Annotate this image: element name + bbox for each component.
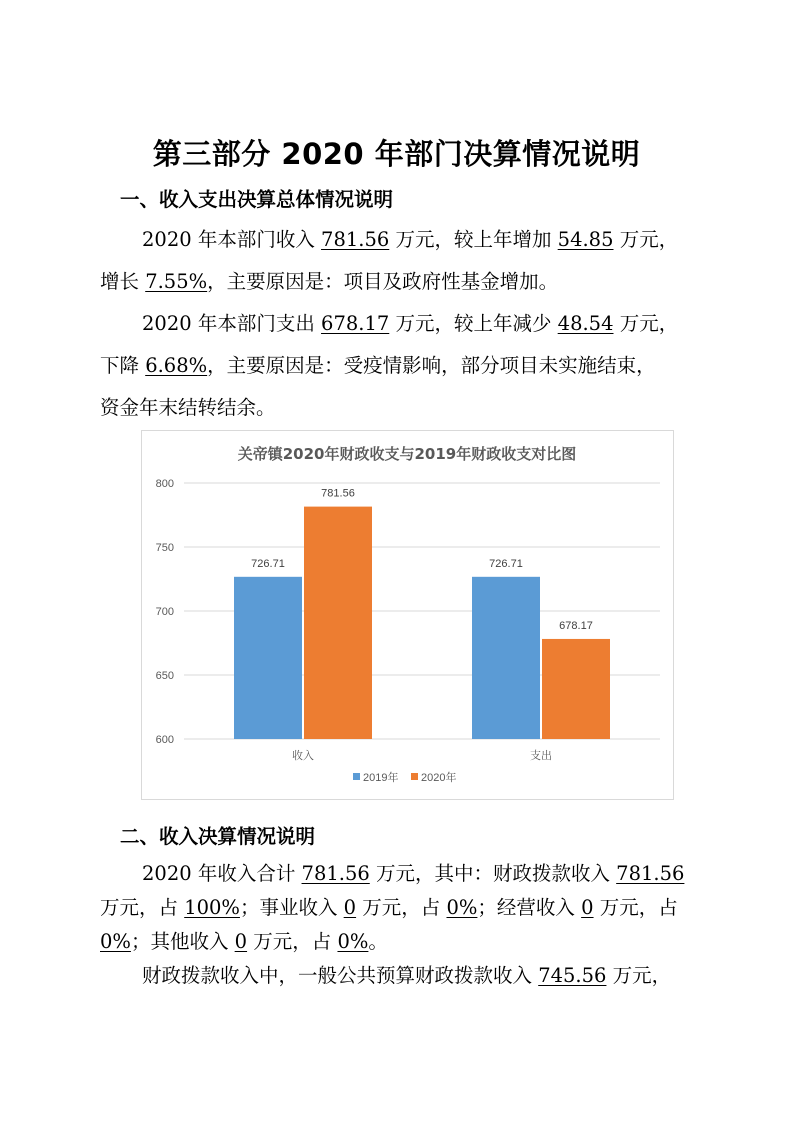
- data-label: 726.71: [251, 557, 285, 570]
- section2-heading: 二、收入决算情况说明: [120, 825, 316, 848]
- y-tick-label: 700: [155, 606, 174, 618]
- x-tick-label: 收入: [292, 750, 314, 762]
- s1p2-line1: 2020 年本部门支出 678.17 万元，较上年减少 48.54 万元，: [142, 312, 679, 335]
- bar-2019年-收入: [234, 577, 302, 739]
- data-label: 678.17: [559, 619, 593, 632]
- section1-heading: 一、收入支出决算总体情况说明: [120, 188, 394, 211]
- s2p1-line3: 0%；其他收入 0 万元，占 0%。: [100, 930, 388, 953]
- chart-svg: [142, 431, 673, 799]
- s2p1-line2: 万元，占 100%；事业收入 0 万元，占 0%；经营收入 0 万元，占: [100, 896, 678, 919]
- s1p1-line1: 2020 年本部门收入 781.56 万元，较上年增加 54.85 万元，: [142, 228, 679, 251]
- chart-legend: [353, 770, 456, 784]
- s2p1-line1: 2020 年收入合计 781.56 万元，其中：财政拨款收入 781.56: [142, 862, 685, 885]
- s1p2-line2: 下降 6.68%，主要原因是：受疫情影响，部分项目未实施结束，: [100, 354, 656, 377]
- s2p2-line1: 财政拨款收入中，一般公共预算财政拨款收入 745.56 万元，: [142, 964, 672, 987]
- y-tick-label: 750: [155, 542, 174, 554]
- chart-bars: [234, 488, 610, 739]
- y-tick-label: 600: [155, 734, 174, 746]
- s1p2-line3: 资金年末结转结余。: [100, 396, 276, 419]
- legend-swatch-2020年: [411, 773, 418, 780]
- bar-2019年-支出: [472, 577, 540, 739]
- data-label: 781.56: [321, 487, 355, 500]
- bar-2020年-收入: [304, 507, 372, 739]
- page-title: 第三部分 2020 年部门决算情况说明: [152, 137, 641, 171]
- y-tick-label: 650: [155, 670, 174, 682]
- legend-swatch-2019年: [353, 773, 360, 780]
- chart-title: 关帝镇2020年财政收支与2019年财政收支对比图: [237, 445, 577, 463]
- bar-2020年-支出: [542, 639, 610, 739]
- legend-label: 2020年: [421, 772, 457, 784]
- legend-label: 2019年: [363, 772, 399, 784]
- data-label: 726.71: [489, 557, 523, 570]
- x-tick-label: 支出: [530, 750, 552, 762]
- comparison-chart: [141, 430, 674, 800]
- s1p1-line2: 增长 7.55%，主要原因是：项目及政府性基金增加。: [100, 270, 559, 293]
- y-tick-label: 800: [155, 478, 174, 490]
